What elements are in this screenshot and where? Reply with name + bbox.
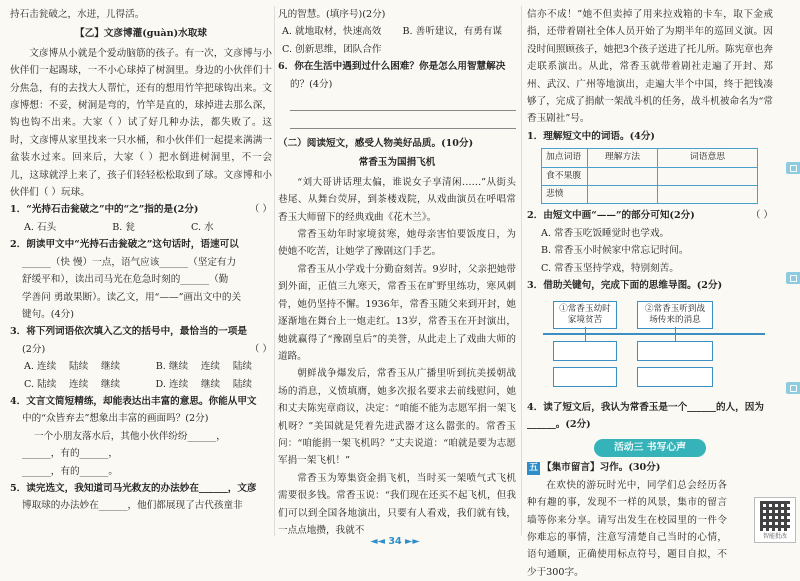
vocab-table: 加点词语 理解方法 词语意思 食不果腹 悲愤 xyxy=(541,148,758,204)
article-paragraph-1: “刘大哥讲话理太偏，谁说女子享清闲……”从街头巷尾、从舞台荧屏，到茶楼戏院，从戏曲演员在呼唱常香玉大师留下的经典戏曲《花木兰》。 xyxy=(278,176,516,223)
mind-map-axis xyxy=(543,333,765,335)
question-3-options-row2: C. 陆续 连续 继续 D. 连续 继续 陆续 xyxy=(24,378,252,390)
activity-banner: 活动三 书写心声 xyxy=(594,439,706,457)
column-divider xyxy=(274,6,275,536)
side-tabs xyxy=(780,0,800,553)
mind-map-blank[interactable] xyxy=(553,341,617,361)
question-3-options-row1: A. 连续 陆续 继续 B. 继续 连续 陆续 xyxy=(24,361,252,373)
writing-task-heading: 五 【集市留言】习作。(30分) xyxy=(528,462,661,474)
option-b[interactable]: B. 瓮 xyxy=(112,221,135,233)
mind-map-blank[interactable] xyxy=(553,367,617,387)
article-title: 常香玉为国捐飞机 xyxy=(358,157,436,169)
question-1: 1．“光持石击瓮破之”中的“之”指的是(2分) （ ） xyxy=(10,204,272,216)
middle-column xyxy=(278,6,516,539)
article-paragraph-5: 常香玉为筹集资金捐飞机，当时买一架喷气式飞机需要很多钱。常香玉说：“我们现在还买不起飞机，但我们可以到全国各地演出，只要有人看戏，我们就有钱，一点点地攒，我就不 xyxy=(278,472,516,536)
option-a[interactable]: A. 石头 xyxy=(24,221,57,233)
question-c2: 2．由短文中画“——”的部分可知(2分) （ ） xyxy=(527,210,773,222)
table-cell-input[interactable] xyxy=(658,167,758,185)
article-paragraph-2: 常香玉幼年时家境贫寒，她母亲害怕要饭度日，为使她不吃苦，让她学了豫剧这门手艺。 xyxy=(278,229,516,258)
table-cell-input[interactable] xyxy=(588,167,658,185)
right-column xyxy=(527,6,773,581)
answer-line[interactable] xyxy=(290,111,516,129)
column-divider xyxy=(521,6,522,536)
q5-continuation: 凡的智慧。(填序号)(2分) xyxy=(278,9,386,20)
passage-yi: 文彦博从小就是个爱动脑筋的孩子。有一次，文彦博与小伙伴们一起踢球，一不小心球掉了树洞里。身边的小伙伴们十分焦急，有的去找大人帮忙，还有的想用竹竿把球钩出来。文彦博想：不妥，树洞是弯的，竹竿是直的，球掉进去那么深，钩也钩不出来。大家（ ）试了好几种办法，都失败了。这时，文彦博从家里找来一只水桶，和小伙伴们一起提来满满一盆装水过来。回来后，大家（ ）把水倒进树洞里，不一会儿，这球就浮上来了，孩子们轻轻松松取到了球。文彦博和小伙伴们（ ）玩球。 xyxy=(10,47,272,199)
side-tab-icon[interactable] xyxy=(786,272,800,284)
q5-option-c[interactable]: C. 创新思维，团队合作 xyxy=(282,43,382,55)
option-c[interactable]: C. 水 xyxy=(190,221,214,233)
question-1-options xyxy=(10,219,272,236)
answer-line[interactable] xyxy=(290,93,516,111)
question-c1: 1．理解短文中的词语。(4分) xyxy=(527,130,655,142)
table-cell-input[interactable] xyxy=(658,186,758,204)
passage-ending: 持石击瓮破之，水迸，儿得活。 xyxy=(10,9,145,20)
next-page-icon[interactable]: ►► xyxy=(405,535,420,547)
qr-code[interactable]: 智能批改 xyxy=(754,497,796,543)
mind-map-blank[interactable] xyxy=(637,367,713,387)
side-tab-icon[interactable] xyxy=(786,382,800,394)
table-cell-input[interactable] xyxy=(588,186,658,204)
question-4: 4．文言文简短精练，却能表达出丰富的意思。你能从甲文 中的“众皆弃去”想象出丰富的画面吗？(2分) 一个小朋友落水后，其他小伙伴纷纷______， ______，有的______， ______，有的______。 xyxy=(10,395,257,477)
question-c2-options: A. 常香玉吃饭睡觉时也学戏。 B. 常香玉小时候家中常忘记时间。 C. 常香玉坚持学戏，特别刻苦。 xyxy=(541,227,689,274)
left-column xyxy=(10,6,272,515)
question-2: 2．朗读甲文中“光持石击瓮破之”这句话时，语速可以 ______（快 慢）一点，语气应该______（坚定有力 舒缓平和），读出司马光在危急时刻的______（勤 学善问 勇敢果断）。读乙文，用“——”画出文中的关 键句。(4分) xyxy=(10,239,242,320)
mind-map-node-1: ①常香玉幼时家境贫苦 xyxy=(553,301,617,329)
mind-map xyxy=(539,297,773,397)
mind-map-blank[interactable] xyxy=(637,341,713,361)
side-tab-icon[interactable] xyxy=(786,162,800,174)
prev-page-icon[interactable]: ◄◄ xyxy=(370,535,385,547)
section-title-yi: 【乙】文彦博灌(guàn)水取球 xyxy=(75,28,207,40)
question-5: 5．读完选文，我知道司马光救友的办法妙在______，文彦 博取球的办法妙在______，他们都展现了古代孩童非 xyxy=(10,482,257,512)
q5-options: A. 就地取材，快速高效 B. 善听建议，有勇有谋 xyxy=(282,26,502,38)
article-paragraph-3: 常香玉从小学戏十分勤奋刻苦。9岁时，父亲把她带到外面，正值三九寒天，常香玉在旷野里练功，寒风刺骨，她仍坚持不懈。1936年，常香玉随父来到开封，她逐渐地在舞台上一炮走红。13岁，常香玉在开封演出，她就赢得了“豫剧皇后”的美誉，从此走上了戏曲大师的道路。 xyxy=(278,263,516,362)
mind-map-node-2: ②常香玉听到战场传来的消息 xyxy=(637,301,713,329)
question-c3: 3．借助关键句，完成下面的思维导图。(2分) xyxy=(527,280,723,292)
part-2-heading: （二）阅读短文，感受人物美好品质。(10分) xyxy=(278,138,474,150)
writing-task-text: 在欢快的游玩时光中，同学们总会经历各种有趣的事，发现不一样的风景，集市的留言墙等你来分享。请写出发生在校园里的一件令你难忘的事情，注意写清楚自己当时的心情，语句通顺，正确使用标点符号，题目自拟，不少于300字。 xyxy=(527,479,727,578)
page-number: ◄◄ 34 ►► xyxy=(370,535,420,547)
question-6: 6．你在生活中遇到过什么困难？你是怎么用智慧解决 的？(4分) xyxy=(278,58,516,129)
question-c4: 4．读了短文后，我认为常香玉是一个______的人，因为______。(2分) xyxy=(527,401,764,430)
article-continuation: 信亦不成！”她不但卖掉了用来拉戏箱的卡车，取下金戒指，还带着剧社全体人员开始了为期半年的巡回义演。因没时间照顾孩子，她把3个孩子送进了托儿所。陈宪章也奔走联系演出。从此，常香玉就带着剧社走遍了开封、郑州、武汉、广州等地演出，走遍大半个中国，终于把钱凑够了，完成了捐献一架战斗机的任务，战斗机被命名为“常香玉剧社”号。 xyxy=(527,9,773,125)
question-3: 3．将下列词语依次填入乙文的括号中，最恰当的一项是 (2分) （ ） A. 连续 陆续 继续 B. 继续 连续 陆续 C. 陆续 连续 继续 D. 连续 继续 陆续 xyxy=(10,323,272,393)
article-paragraph-4: 朝鲜战争爆发后，常香玉从广播里听到抗美援朝战场的消息，义愤填膺，她多次报名要求去前线慰问，她和丈夫陈宪章商议，决定：“咱能不能为志愿军捐一架飞机呀？”美国就是凭着先进武器才这么嚣张的。常香玉问：“咱能捐一架飞机吗？”丈夫说道：“咱就是要为志愿军捐一架飞机！” xyxy=(278,368,516,467)
